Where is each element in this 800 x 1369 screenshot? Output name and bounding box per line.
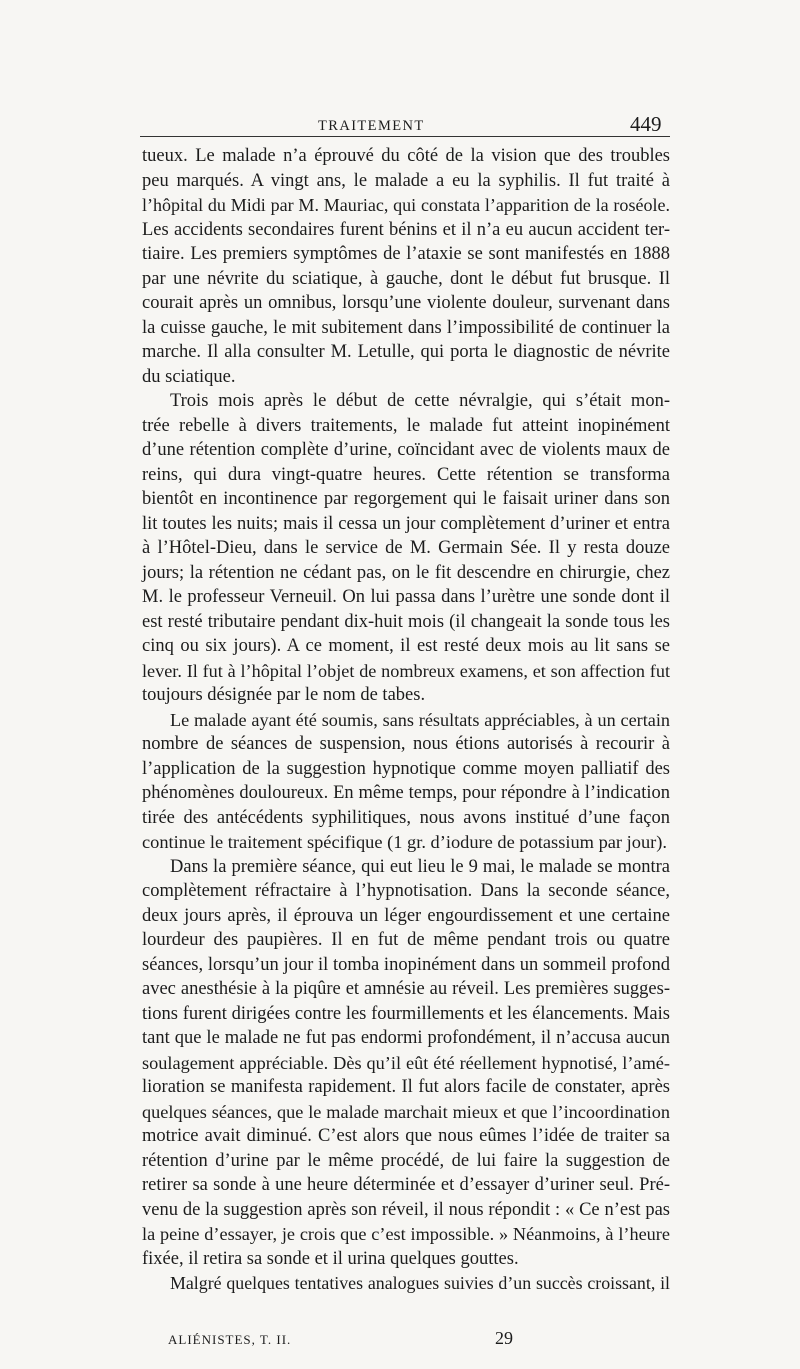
text-line: à l’Hôtel-Dieu, dans le service de M. Germain Sée. Il y resta douze <box>142 538 670 558</box>
text-line: motrice avait diminué. C’est alors que nous eûmes l’idée de traiter sa <box>142 1126 670 1146</box>
text-line: rétention d’urine par le même procédé, de lui faire la suggestion de <box>142 1150 670 1171</box>
text-line: la cuisse gauche, le mit subitement dans l’impossibilité de continuer la <box>142 317 670 338</box>
text-line: Malgré quelques tentatives analogues suivies d’un succès croissant, il <box>170 1273 670 1293</box>
running-title: TRAITEMENT <box>318 118 425 134</box>
text-line: deux jours après, il éprouva un léger engourdissement et une certaine <box>142 905 670 926</box>
signature-mark: ALIÉNISTES, T. II. <box>168 1332 292 1347</box>
text-line: lioration se manifesta rapidement. Il fut alors facile de constater, après <box>142 1077 670 1097</box>
text-line: tant que le malade ne fut pas endormi profondément, il n’accusa aucun <box>142 1028 670 1048</box>
text-line: séances, lorsqu’un jour il tomba inopinément dans un sommeil profond <box>142 954 670 975</box>
text-line: M. le professeur Verneuil. On lui passa dans l’urètre une sonde dont il <box>142 587 670 607</box>
text-line: lit toutes les nuits; mais il cessa un jour complètement d’uriner et entra <box>142 513 670 534</box>
text-line: continue le traitement spécifique (1 gr. d’iodure de potassium par jour). <box>142 832 667 852</box>
text-line: soulagement appréciable. Dès qu’il eût été réellement hypnotisé, l’amé- <box>142 1052 670 1073</box>
text-line: du sciatique. <box>142 366 236 387</box>
text-line: marche. Il alla consulter M. Letulle, qui porta le diagnostic de névrite <box>142 342 670 362</box>
signature-number: 29 <box>495 1328 513 1348</box>
text-line: Trois mois après le début de cette névralgie, qui s’était mon- <box>170 391 670 411</box>
text-line: d’une rétention complète d’urine, coïncidant avec de violents maux de <box>142 440 670 460</box>
text-line: tueux. Le malade n’a éprouvé du côté de la vision que des troubles <box>142 146 670 166</box>
text-line: reins, qui dura vingt-quatre heures. Cette rétention se transforma <box>142 464 670 485</box>
text-line: fixée, il retira sa sonde et il urina quelques gouttes. <box>142 1248 519 1269</box>
text-line: la peine d’essayer, je crois que c’est impossible. » Néanmoins, à l’heure <box>142 1224 670 1244</box>
text-line: Le malade ayant été soumis, sans résultats appréciables, à un certain <box>170 709 670 730</box>
text-line: quelques séances, que le malade marchait mieux et que l’incoordination <box>142 1101 670 1122</box>
text-line: peu marqués. A vingt ans, le malade a eu la syphilis. Il fut traité à <box>142 170 670 191</box>
page-number: 449 <box>630 112 662 136</box>
text-line: complètement réfractaire à l’hypnotisation. Dans la seconde séance, <box>142 881 670 901</box>
text-line: est resté tributaire pendant dix-huit mois (il changeait la sonde tous les <box>142 611 670 632</box>
text-line: par une névrite du sciatique, à gauche, dont le début fut brusque. Il <box>142 268 670 289</box>
text-line: tions furent dirigées contre les fourmillements et les élancements. Mais <box>142 1003 670 1024</box>
text-line: Dans la première séance, qui eut lieu le 9 mai, le malade se montra <box>170 856 670 877</box>
text-line: l’hôpital du Midi par M. Mauriac, qui constata l’apparition de la roséole. <box>142 195 670 215</box>
text-line: retirer sa sonde à une heure déterminée et d’essayer d’uriner seul. Pré- <box>142 1175 670 1195</box>
body-text <box>142 144 670 1296</box>
header-rule <box>140 136 670 137</box>
text-line: courait après un omnibus, lorsqu’une violente douleur, survenant dans <box>142 293 670 313</box>
text-line: lourdeur des paupières. Il en fut de même pendant trois ou quatre <box>142 930 670 950</box>
text-line: venu de la suggestion après son réveil, il nous répondit : « Ce n’est pas <box>142 1199 670 1220</box>
text-line: toujours désignée par le nom de tabes. <box>142 685 426 705</box>
text-line: nombre de séances de suspension, nous étions autorisés à recourir à <box>142 734 670 754</box>
text-line: jours; la rétention ne cédant pas, on le fit descendre en chirurgie, chez <box>142 562 670 583</box>
text-line: Les accidents secondaires furent bénins et il n’a eu aucun accident ter- <box>142 219 670 240</box>
text-line: tirée des antécédents syphilitiques, nous avons institué d’une façon <box>142 807 670 828</box>
text-line: cinq ou six jours). A ce moment, il est resté deux mois au lit sans se <box>142 636 670 656</box>
text-line: trée rebelle à divers traitements, le malade fut atteint inopinément <box>142 415 670 436</box>
text-line: bientôt en incontinence par regorgement qui le faisait uriner dans son <box>142 489 670 509</box>
text-line: tiaire. Les premiers symptômes de l’ataxie se sont manifestés en 1888 <box>142 244 670 264</box>
text-line: lever. Il fut à l’hôpital l’objet de nombreux examens, et son affection fut <box>142 660 670 681</box>
text-line: l’application de la suggestion hypnotique comme moyen palliatif des <box>142 758 670 779</box>
text-line: phénomènes douloureux. En même temps, pour répondre à l’indication <box>142 783 670 803</box>
text-line: avec anesthésie à la piqûre et amnésie au réveil. Les premières sugges- <box>142 979 670 999</box>
